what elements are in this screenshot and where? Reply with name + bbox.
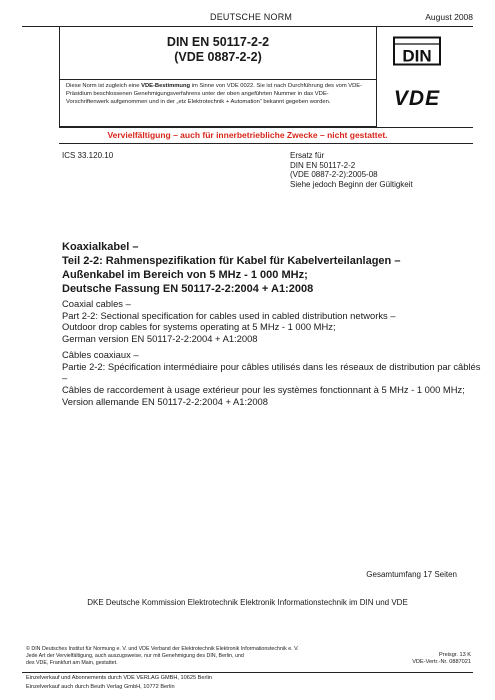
replacement-line-1: Ersatz für [290,151,325,160]
publication-date: August 2008 [425,12,473,22]
copyright-line-1: © DIN Deutsches Institut für Normung e. V. und VDE Verband der Elektrotechnik Elektronik Informationstechnik e. V. [26,646,299,652]
total-pages: Gesamtumfang 17 Seiten [366,570,457,579]
vde-logo [382,85,452,109]
bottom-rule [22,672,473,673]
distribution-vde: Einzelverkauf und Abonnements durch VDE VERLAG GMBH, 10625 Berlin [26,675,212,681]
din-logo [392,36,442,66]
distribution-beuth: Einzelverkauf auch durch Beuth Verlag GmbH, 10772 Berlin [26,684,175,690]
title-en-line-1: Coaxial cables – [62,298,131,309]
title-fr-line-4: Version allemande EN 50117-2-2:2004 + A1:2008 [62,395,268,407]
copy-warning: Vervielfältigung – auch für innerbetriebliche Zwecke – nicht gestattet. [107,130,388,140]
price-group: Preisgr. 13 K [438,652,471,658]
title-en-line-4: German version EN 50117-2-2:2004 + A1:2008 [62,333,258,345]
standard-number: DIN EN 50117-2-2 [166,35,270,49]
vde-number: (VDE 0887-2-2) [174,50,262,64]
ics-code: ICS 33.120.10 [62,151,114,160]
title-german [62,240,482,296]
rule-2 [59,127,473,128]
notice-bold: VDE-Bestimmung [141,83,191,89]
title-de-line-4: Deutsche Fassung EN 50117-2-2:2004 + A1:2008 [62,283,314,295]
copyright-notice [26,646,376,666]
replacement-info [290,151,413,189]
vde-logo-text: VDE [393,87,441,109]
copyright-line-3: des VDE, Frankfurt am Main, gestattet. [26,659,118,666]
replacement-line-3: (VDE 0887-2-2):2005-08 [290,170,378,180]
vde-notice [66,82,370,106]
title-english [62,298,482,345]
box-divider [60,79,376,80]
title-french [62,349,482,408]
title-de-line-3: Außenkabel im Bereich von 5 MHz - 1 000 MHz; [62,269,308,281]
price-info [412,652,471,666]
title-fr-line-3: Câbles de raccordement à usage extérieur pour les systèmes fonctionnant à 5 MHz - 1 000 MHz; [62,384,465,396]
vde-order-number: VDE-Vertr.-Nr. 0887021 [412,659,471,666]
notice-part2: im Sinne von VDE 0022. Sie ist nach Durchführung des vom VDE-Präsidium beschlossenen Genehmigungsverfahrens unter der oben angeführten Nummer in das VDE-Vorschriftenwerk aufgenommen und in der „etz Elektrotechnik + Automation“ bekannt gegeben worden. [66,83,363,105]
document-type: DEUTSCHE NORM [210,12,293,22]
title-en-line-2: Part 2-2: Sectional specification for cables used in cabled distribution networks – [62,309,396,321]
dke-line: DKE Deutsche Kommission Elektrotechnik Elektronik Informationstechnik im DIN und VDE [87,598,408,607]
title-fr-line-1: Câbles coaxiaux – [62,349,139,360]
replacement-line-2: DIN EN 50117-2-2 [290,160,356,170]
standard-header-box [59,27,377,127]
copyright-line-2: Jede Art der Vervielfältigung, auch auszugsweise, nur mit Genehmigung des DIN, Berlin, und [26,652,244,659]
title-fr-line-2: Partie 2-2: Spécification intermédiaire pour câbles utilisés dans les réseaux de distribution par câblés – [62,360,481,384]
rule-3 [59,143,473,144]
replacement-line-4: Siehe jedoch Beginn der Gültigkeit [290,179,413,189]
title-de-line-1: Koaxialkabel – [62,241,139,253]
notice-part1: Diese Norm ist zugleich eine [66,83,142,89]
title-de-line-2: Teil 2-2: Rahmenspezifikation für Kabel für Kabelverteilanlagen – [62,255,401,267]
title-en-line-3: Outdoor drop cables for systems operating at 5 MHz - 1 000 MHz; [62,321,336,333]
din-logo-text: DIN [402,46,432,66]
